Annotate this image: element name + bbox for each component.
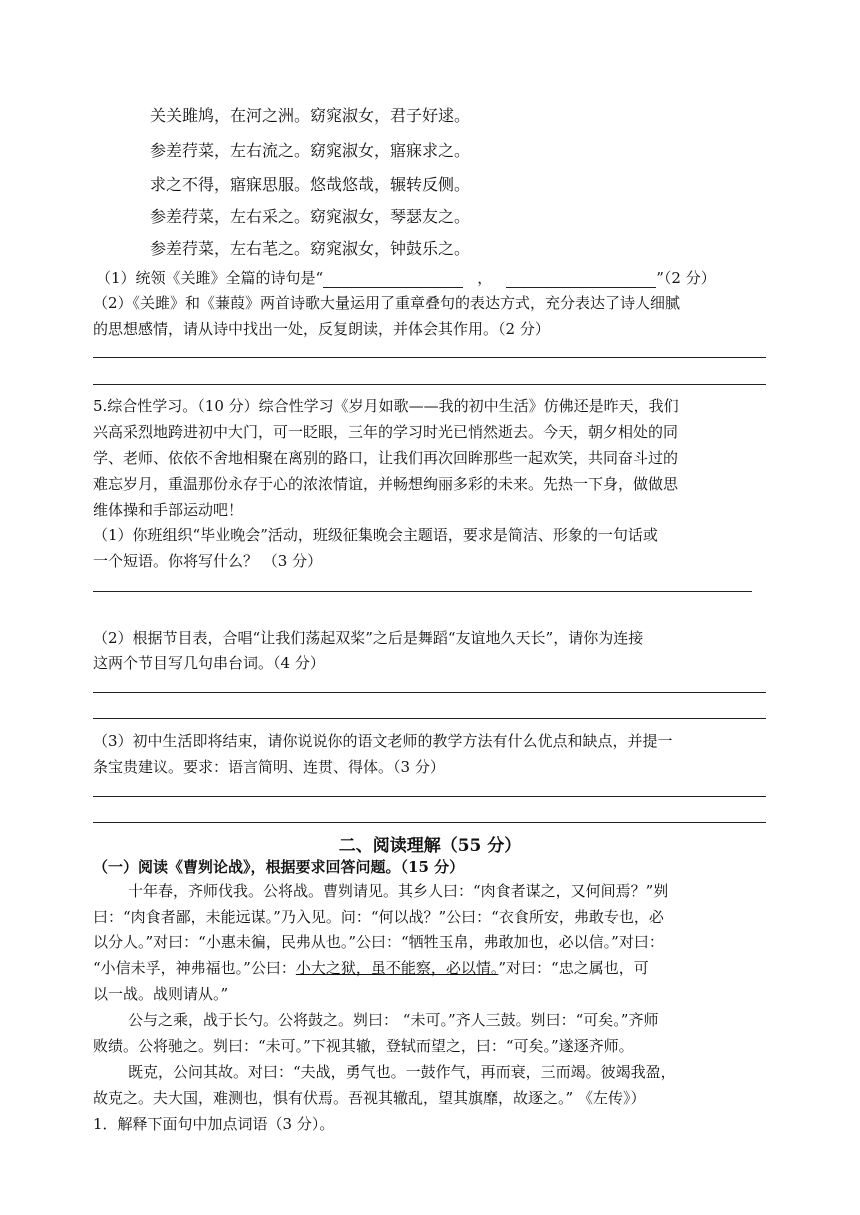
question-5-2-line: 这两个节目写几句串台词。（4 分） xyxy=(93,654,325,672)
poem-line: 参差荇菜，左右采之。窈窕淑女，琴瑟友之。 xyxy=(150,207,471,226)
question-5-1-line: （1）你班组织“毕业晚会”活动，班级征集晚会主题语，要求是简洁、形象的一句话或 xyxy=(93,526,658,544)
question-2-line: （2）《关雎》和《蒹葭》两首诗歌大量运用了重章叠句的表达方式，充分表达了诗人细腻 xyxy=(93,294,681,312)
question-5-1-line: 一个短语。你将写什么？ （3 分） xyxy=(93,552,323,570)
passage-line: 公与之乘，战于长勺。公将鼓之。刿曰： “未可。”齐人三鼓。刿曰：“可矣。”齐师 xyxy=(128,1011,659,1029)
question-5-3-line: （3）初中生活即将结束，请你说说你的语文老师的教学方法有什么优点和缺点，并提一 xyxy=(93,732,673,750)
answer-line[interactable] xyxy=(93,591,752,592)
question-1-prefix: （1）统领《关雎》全篇的诗句是“ xyxy=(96,269,324,287)
question-5-3-line: 条宝贵建议。要求：语言简明、连贯、得体。（3 分） xyxy=(93,758,445,776)
question-5-2-line: （2）根据节目表，合唱“让我们荡起双桨”之后是舞蹈“友谊地久天长”，请你为连接 xyxy=(93,629,644,647)
poem-line: 关关雎鸠，在河之洲。窈窕淑女，君子好逑。 xyxy=(150,106,471,125)
question-1-comma: ， xyxy=(477,269,493,287)
underlined-sentence: 小大之狱，虽不能察，必以情。 xyxy=(295,959,499,977)
question-1 xyxy=(96,267,716,288)
question-2-line: 的思想感情，请从诗中找出一处，反复朗读，并体会其作用。（2 分） xyxy=(93,320,550,338)
section-title: 二、阅读理解（55 分） xyxy=(338,836,522,856)
passage-line: 败绩。公将驰之。刿曰：“未可。”下视其辙，登轼而望之，曰：“可矣。”遂逐齐师。 xyxy=(93,1037,634,1055)
question-5-line: 兴高采烈地跨进初中大门，可一眨眼，三年的学习时光已悄然逝去。今天，朝夕相处的同 xyxy=(93,423,679,441)
passage-line: 既克，公问其故。对曰：“夫战，勇气也。一鼓作气，再而衰，三而竭。彼竭我盈， xyxy=(128,1063,676,1081)
question-5-line: 难忘岁月，重温那份永存于心的浓浓情谊，并畅想绚丽多彩的未来。先热一下身，做做思 xyxy=(93,475,679,493)
answer-line[interactable] xyxy=(93,357,766,358)
answer-line[interactable] xyxy=(93,718,766,719)
passage-text: “小信未孚，神弗福也。”公曰： xyxy=(93,959,296,977)
passage-line: 十年春，齐师伐我。公将战。曹刿请见。其乡人曰：“肉食者谋之，又何间焉？”刿 xyxy=(128,882,669,900)
question-explain: 1．解释下面句中加点词语（3 分）。 xyxy=(93,1115,335,1133)
passage-line: 曰：“肉食者鄙，未能远谋。”乃入见。问：“何以战？”公曰：“衣食所安，弗敢专也，必 xyxy=(93,908,664,926)
question-5-line: 5.综合性学习。（10 分）综合性学习《岁月如歌——我的初中生活》仿佛还是昨天，我们 xyxy=(93,397,679,415)
section-subtitle: （一）阅读《曹刿论战》，根据要求回答问题。（15 分） xyxy=(93,858,465,876)
answer-blank-1[interactable] xyxy=(323,271,463,288)
answer-line[interactable] xyxy=(93,822,766,823)
passage-line: 故克之。夫大国，难测也，惧有伏焉。吾视其辙乱，望其旗靡，故逐之。” 《左传》） xyxy=(93,1089,646,1107)
passage-line: 以分人。”对曰：“小惠未徧，民弗从也。”公曰：“牺牲玉帛，弗敢加也，必以信。”对曰： xyxy=(93,933,664,951)
passage-line: 以一战。战则请从。” xyxy=(93,985,229,1003)
answer-blank-2[interactable] xyxy=(506,271,656,288)
passage-line xyxy=(93,957,649,978)
question-5-line: 维体操和手部运动吧！ xyxy=(93,501,244,519)
poem-line: 参差荇菜，左右芼之。窈窕淑女，钟鼓乐之。 xyxy=(150,239,471,258)
poem-line: 求之不得，寤寐思服。悠哉悠哉，辗转反侧。 xyxy=(150,175,471,194)
answer-line[interactable] xyxy=(93,796,766,797)
answer-line[interactable] xyxy=(93,384,766,385)
poem-line: 参差荇菜，左右流之。窈窕淑女，寤寐求之。 xyxy=(150,141,471,160)
passage-text: ”对曰：“忠之属也，可 xyxy=(498,959,649,977)
question-1-suffix: ”（2 分） xyxy=(656,269,716,287)
question-5-line: 学、老师、依依不舍地相聚在离别的路口，让我们再次回眸那些一起欢笑，共同奋斗过的 xyxy=(93,449,679,467)
answer-line[interactable] xyxy=(93,692,766,693)
